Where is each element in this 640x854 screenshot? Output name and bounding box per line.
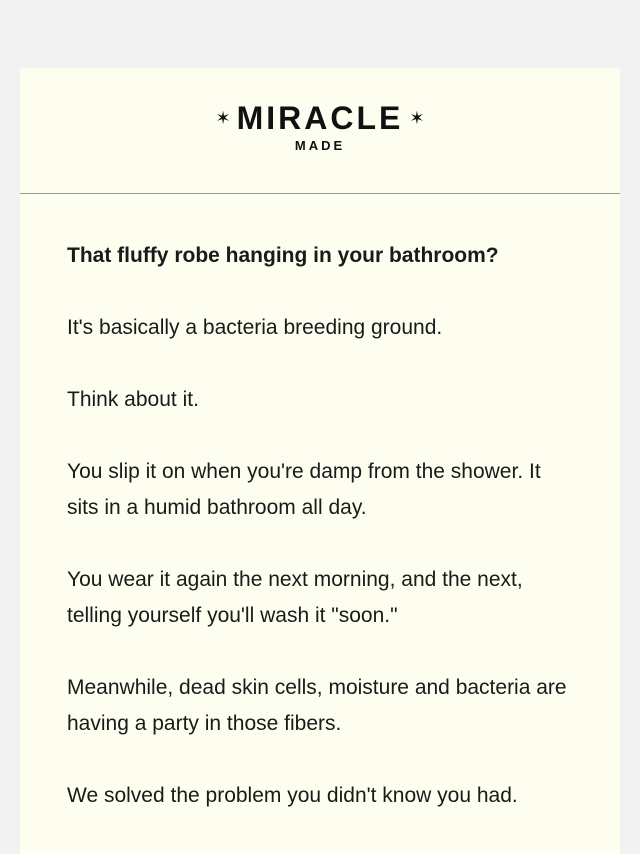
star-right-icon: ✶ xyxy=(409,108,425,128)
paragraph: You slip it on when you're damp from the shower. It sits in a humid bathroom all day. xyxy=(67,460,541,519)
email-card xyxy=(20,68,620,854)
brand-logo[interactable] xyxy=(20,102,620,153)
paragraph: It's basically a bacteria breeding ground. xyxy=(67,316,443,339)
star-left-icon: ✶ xyxy=(215,108,231,128)
logo-wordmark: MIRACLE xyxy=(236,100,404,136)
paragraph: We solved the problem you didn't know you had. xyxy=(67,784,518,807)
paragraph: You wear it again the next morning, and the next, telling yourself you'll wash it "soon." xyxy=(67,568,523,627)
paragraph: Think about it. xyxy=(67,388,199,411)
paragraph: Meanwhile, dead skin cells, moisture and bacteria are having a party in those fibers. xyxy=(67,676,567,735)
headline: That fluffy robe hanging in your bathroom? xyxy=(67,244,499,267)
logo-row xyxy=(20,102,620,134)
email-header xyxy=(20,68,620,194)
email-body xyxy=(20,194,620,814)
logo-subtitle: MADE xyxy=(294,138,346,153)
